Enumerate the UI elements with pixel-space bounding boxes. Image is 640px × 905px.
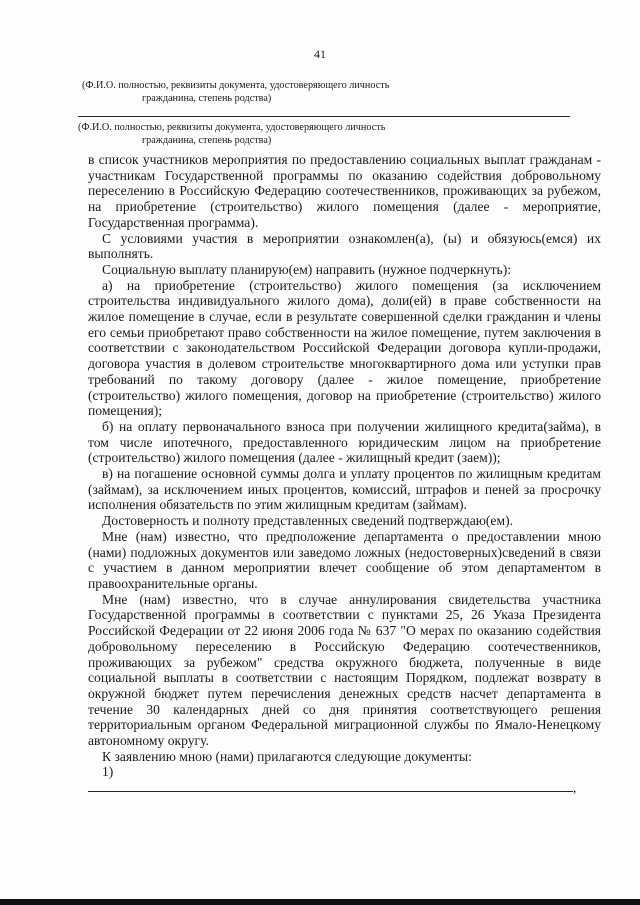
paragraph-annulment: Мне (нам) известно, что в случае аннулирования свидетельства участника Государственной программы в соответствии с пунктами 25, 26 Указа Президента Российской Федерации от 22 июня 2006 года № 637 "О мерах по оказанию содействия добровольному переселению в Российскую Федерацию соотечественников, проживающих за рубежом" средства окружного бюджета, полученные в виде социальной выплаты в соответствии с настоящим Порядком, подлежат возврату в окружной бюджет путем перечисления денежных средств насчет департамента в течение 30 календарных дней со дня принятия соответствующего решения территориальным органом Федеральной миграционной службы по Ямало-Ненецкому автономному округу.: [88, 591, 601, 749]
caption-first: [82, 79, 389, 105]
document-body: [88, 152, 601, 796]
caption-second-line-1: (Ф.И.О. полностью, реквизиты документа, удостоверяющего личность: [78, 122, 386, 133]
caption-second: [78, 121, 385, 147]
paragraph-option-b: б) на оплату первоначального взноса при получении жилищного кредита(займа), в том числе ипотечного, предоставленного юридическим лицом на приобретение (строительство) жилого помещения (далее - жилищный кредит (заем));: [88, 418, 601, 466]
paragraph-direction: Социальную выплату планирую(ем) направить (нужное подчеркнуть):: [102, 261, 512, 277]
attachment-item: [88, 764, 601, 795]
attachment-number: 1): [102, 764, 114, 780]
paragraph-intro: в список участников мероприятия по предоставлению социальных выплат гражданам - участникам Государственной программы по оказанию содействия добровольному переселению в Российскую Федерацию соотечественников, проживающих за рубежом, на приобретение (строительство) жилого помещения (далее - мероприятие, Государственная программа).: [88, 152, 601, 230]
signature-rule: [78, 116, 570, 117]
attachment-end: ,: [573, 780, 577, 796]
caption-second-line-2: гражданина, степень родства): [142, 135, 272, 146]
paragraph-option-a: а) на приобретение (строительство) жилого помещения (за исключением строительства индивидуального жилого дома), доли(ей) в праве собственности на жилое помещение в случае, если в результате совершенной сделки гражданин и члены его семьи приобретают право собственности на жилое помещение, путем заключения в соответствии с законодательством Российской Федерации договора купли-продажи, договора участия в долевом строительстве многоквартирного дома или уступки прав требований по такому договору (далее - жилое помещение, приобретение (строительство) жилого помещения, договор на приобретение (строительство) жилого помещения);: [88, 277, 601, 419]
scan-edge: [0, 899, 640, 905]
caption-first-line-2: гражданина, степень родства): [142, 93, 272, 104]
page-number: 41: [314, 47, 326, 61]
paragraph-attachments: К заявлению мною (нами) прилагаются следующие документы:: [102, 748, 472, 764]
paragraph-false-documents: Мне (нам) известно, что предположение департамента о предоставлении мною (нами) подложных документов или заведомо ложных (недостоверных)сведений в связи с участием в данном мероприятии влечет сообщение об этом департаментом в правоохранительные органы.: [88, 528, 601, 591]
paragraph-conditions: С условиями участия в мероприятии ознакомлен(а), (ы) и обязуюсь(емся) их выполнять.: [88, 230, 601, 262]
paragraph-option-c: в) на погашение основной суммы долга и уплату процентов по жилищным кредитам (займам), за исключением иных процентов, комиссий, штрафов и пеней за просрочку исполнения обязательств по этим жилищным кредитам (займам).: [88, 466, 601, 513]
caption-first-line-1: (Ф.И.О. полностью, реквизиты документа, удостоверяющего личность: [82, 80, 390, 91]
paragraph-confirmation: Достоверность и полноту представленных сведений подтверждаю(ем).: [102, 513, 513, 529]
attachment-fill-line: [88, 780, 573, 792]
